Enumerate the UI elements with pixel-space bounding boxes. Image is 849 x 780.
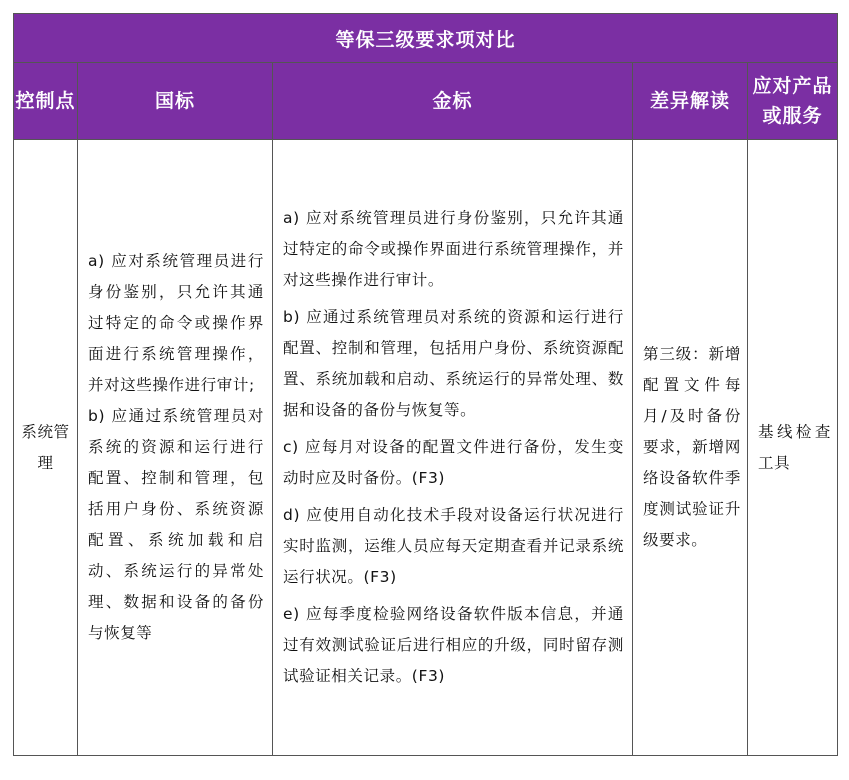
header-national-standard: 国标 xyxy=(78,63,273,140)
cell-service: 基线检查工具 xyxy=(748,140,838,756)
header-service: 应对产品或服务 xyxy=(748,63,838,140)
gold-item-b: b) 应通过系统管理员对系统的资源和运行进行配置、控制和管理，包括用户身份、系统资源配置、系统加载和启动、系统运行的异常处理、数据和设备的备份与恢复等。 xyxy=(283,308,624,419)
table-title: 等保三级要求项对比 xyxy=(14,14,838,63)
header-control-point: 控制点 xyxy=(14,63,78,140)
gold-item-d: d) 应使用自动化技术手段对设备运行状况进行实时监测，运维人员应每天定期查看并记录系统运行状况。(F3) xyxy=(283,506,624,586)
gold-item-c: c) 应每月对设备的配置文件进行备份，发生变动时应及时备份。(F3) xyxy=(283,438,624,487)
header-gold-standard: 金标 xyxy=(273,63,633,140)
national-item-b: b) 应通过系统管理员对系统的资源和运行进行配置、控制和管理，包括用户身份、系统资源配置、系统加载和启动、系统运行的异常处理、数据和设备的备份与恢复等 xyxy=(88,407,264,642)
national-item-a: a) 应对系统管理员进行身份鉴别，只允许其通过特定的命令或操作界面进行系统管理操作，并对这些操作进行审计; xyxy=(88,252,264,394)
gold-item-a: a) 应对系统管理员进行身份鉴别，只允许其通过特定的命令或操作界面进行系统管理操作，并对这些操作进行审计。 xyxy=(283,209,624,289)
gold-item-e: e) 应每季度检验网络设备软件版本信息，并通过有效测试验证后进行相应的升级，同时留存测试验证相关记录。(F3) xyxy=(283,605,624,685)
header-difference: 差异解读 xyxy=(633,63,748,140)
table-row xyxy=(14,140,838,756)
header-row xyxy=(14,63,838,140)
cell-gold-standard xyxy=(273,140,633,756)
comparison-table-container xyxy=(13,13,837,756)
cell-national-standard xyxy=(78,140,273,756)
comparison-table xyxy=(13,13,838,756)
title-row xyxy=(14,14,838,63)
cell-control-point: 系统管理 xyxy=(14,140,78,756)
cell-difference: 第三级：新增配置文件每月/及时备份要求，新增网络设备软件季度测试验证升级要求。 xyxy=(633,140,748,756)
